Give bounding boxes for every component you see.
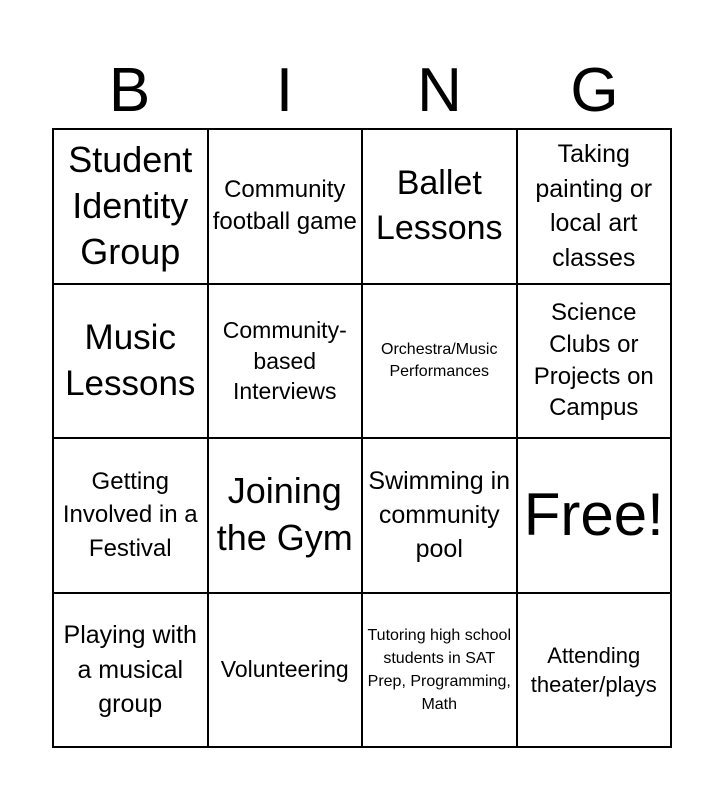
- bingo-cell-r1c3[interactable]: [363, 130, 518, 285]
- header-letter-n: N: [417, 56, 462, 125]
- bingo-cell-r3c1[interactable]: [54, 439, 209, 594]
- bingo-cell-label: Community-based Interviews: [222, 317, 347, 404]
- header-letter-g: G: [570, 56, 619, 125]
- bingo-cell-r2c1[interactable]: [54, 285, 209, 440]
- bingo-cell-r4c4[interactable]: [518, 594, 673, 749]
- bingo-cell-label: Getting Involved in a Festival: [62, 467, 198, 563]
- bingo-cell-label: Joining the Gym: [216, 470, 353, 559]
- bingo-cell-r4c2[interactable]: [209, 594, 364, 749]
- bingo-cell-label: Swimming in community pool: [368, 467, 511, 564]
- bingo-cell-label: Tutoring high school students in SAT Prep, Programming, Math: [367, 626, 511, 713]
- bingo-cell-r4c1[interactable]: [54, 594, 209, 749]
- bingo-cell-label: Volunteering: [220, 655, 349, 682]
- bingo-cell-label: Playing with a musical group: [63, 621, 197, 718]
- bingo-cell-label: Music Lessons: [65, 317, 196, 403]
- bingo-cell-free[interactable]: [518, 439, 673, 594]
- bingo-cell-r4c3[interactable]: [363, 594, 518, 749]
- bingo-cell-label: Attending theater/plays: [530, 642, 657, 697]
- bingo-cell-r2c4[interactable]: [518, 285, 673, 440]
- bingo-cell-label: Community football game: [212, 176, 357, 236]
- bingo-cell-label: Ballet Lessons: [375, 164, 503, 248]
- bingo-cell-r1c1[interactable]: [54, 130, 209, 285]
- bingo-header: [52, 54, 672, 128]
- bingo-board: [52, 128, 672, 748]
- bingo-cell-label: Orchestra/Music Performances: [381, 340, 498, 380]
- header-letter-b: B: [108, 56, 151, 125]
- bingo-cell-r3c3[interactable]: [363, 439, 518, 594]
- bingo-cell-r1c4[interactable]: [518, 130, 673, 285]
- bingo-cell-r2c2[interactable]: [209, 285, 364, 440]
- bingo-cell-r1c2[interactable]: [209, 130, 364, 285]
- bingo-cell-r2c3[interactable]: [363, 285, 518, 440]
- bingo-cell-label: Student Identity Group: [68, 139, 193, 273]
- bingo-cell-label: Science Clubs or Projects on Campus: [533, 299, 654, 422]
- header-letter-i: I: [275, 56, 294, 125]
- free-space-label: Free!: [523, 481, 664, 549]
- bingo-cell-label: Taking painting or local art classes: [535, 140, 653, 272]
- bingo-cell-r3c2[interactable]: [209, 439, 364, 594]
